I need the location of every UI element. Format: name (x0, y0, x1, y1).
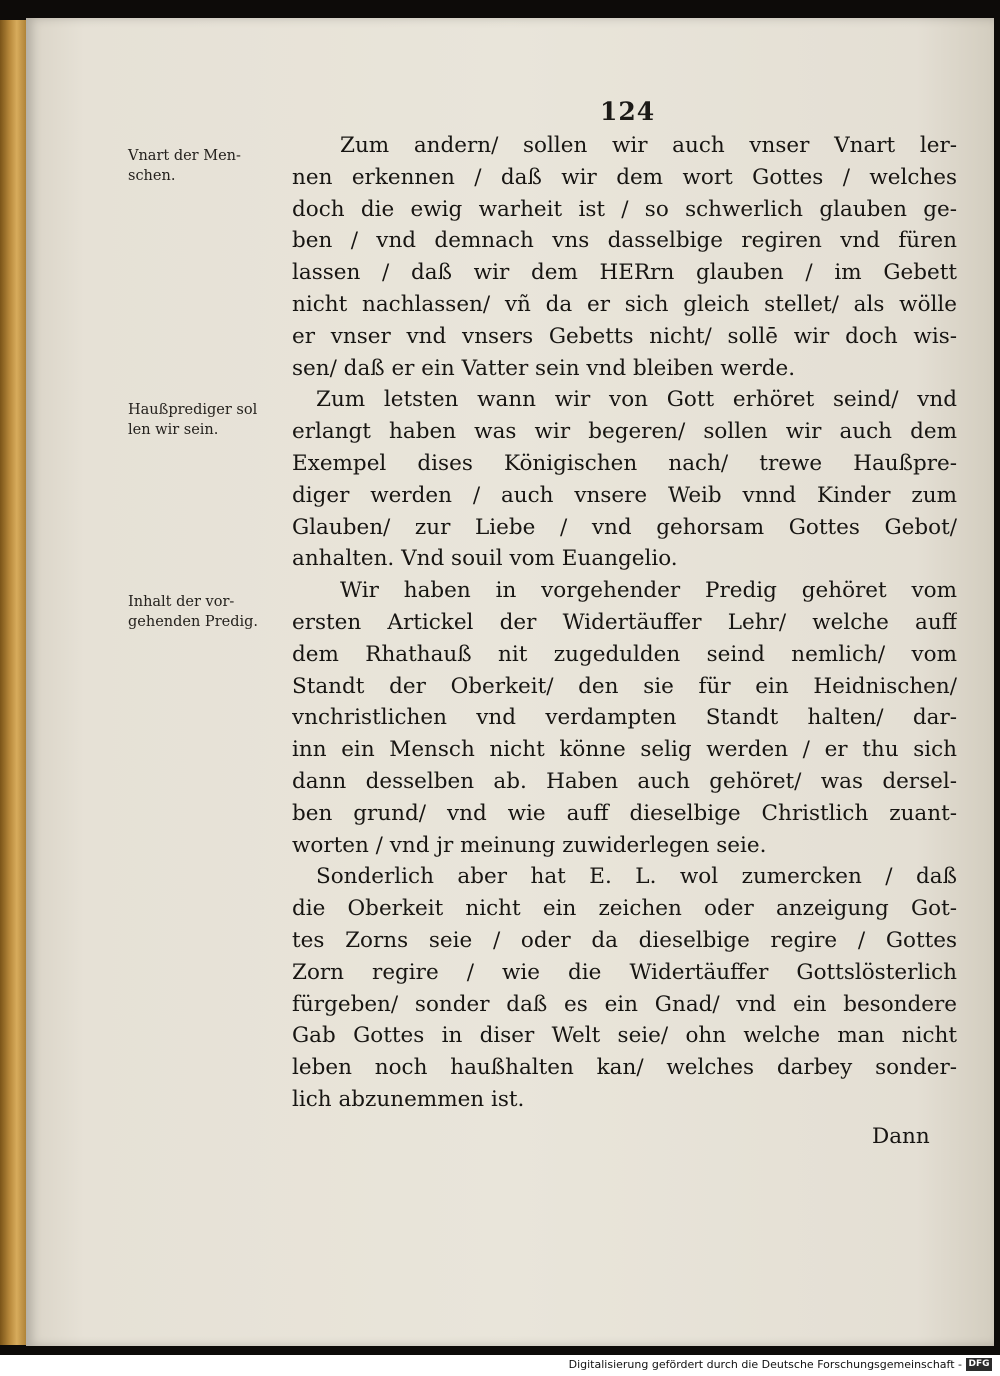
body-line: tes Zorns seie / oder da dieselbige regire / Gottes (292, 927, 957, 953)
body-line: worten / vnd jr meinung zuwiderlegen seie. (292, 832, 767, 858)
body-line: erlangt haben was wir begeren/ sollen wir auch dem (292, 419, 957, 445)
body-line: er vnser vnd vnsers Gebetts nicht/ sollē wir doch wis- (292, 323, 957, 349)
body-line: doch die ewig warheit ist / so schwerlich glauben ge- (292, 196, 957, 222)
body-line: sen/ daß er ein Vatter sein vnd bleiben werde. (292, 355, 796, 381)
body-line: vnchristlichen vnd verdampten Standt halten/ dar- (292, 705, 957, 731)
body-line: Zorn regire / wie die Widertäuffer Gottslösterlich (292, 959, 957, 985)
footer-bar (0, 1355, 1000, 1376)
body-line: nicht nachlassen/ vñ da er sich gleich stellet/ als wölle (292, 291, 957, 317)
margin-note-line: Inhalt der vor- (128, 594, 235, 610)
body-line: lich abzunemmen ist. (292, 1086, 525, 1112)
margin-note-line: Haußprediger sol (128, 402, 258, 418)
body-line: fürgeben/ sonder daß es ein Gnad/ vnd ein besondere (292, 991, 957, 1017)
body-line: Glauben/ zur Liebe / vnd gehorsam Gottes Gebot/ (292, 514, 957, 540)
body-line: ersten Artickel der Widertäuffer Lehr/ welche auff (292, 609, 957, 635)
body-line: dann desselben ab. Haben auch gehöret/ was dersel- (292, 768, 957, 794)
page-number: 124 (600, 97, 656, 126)
margin-note-line: len wir sein. (128, 422, 219, 438)
body-text (292, 130, 957, 1116)
margin-note-inhalt (128, 592, 288, 632)
body-line: Sonderlich aber hat E. L. wol zumercken / daß (316, 864, 957, 890)
funding-notice: Digitalisierung gefördert durch die Deutsche Forschungsgemeinschaft - (568, 1358, 962, 1371)
margin-note-line: schen. (128, 168, 176, 184)
dfg-logo-icon[interactable]: DFG (966, 1358, 992, 1371)
margin-note-line: gehenden Predig. (128, 614, 259, 630)
body-line: Zum letsten wann wir von Gott erhöret seind/ vnd (316, 387, 957, 413)
catchword: Dann (872, 1124, 930, 1149)
margin-note-line: Vnart der Men- (128, 148, 241, 164)
body-line: die Oberkeit nicht ein zeichen oder anzeigung Got- (292, 896, 957, 922)
body-line: ben grund/ vnd wie auff dieselbige Christlich zuant- (292, 800, 957, 826)
book-edge (0, 20, 28, 1345)
body-line: Wir haben in vorgehender Predig gehöret vom (340, 578, 957, 604)
body-line: diger werden / auch vnsere Weib vnnd Kinder zum (292, 482, 957, 508)
body-line: nen erkennen / daß wir dem wort Gottes / welches (292, 164, 957, 190)
body-line: Standt der Oberkeit/ den sie für ein Heidnischen/ (292, 673, 957, 699)
body-line: inn ein Mensch nicht könne selig werden / er thu sich (292, 737, 957, 763)
body-line: Zum andern/ sollen wir auch vnser Vnart ler- (340, 133, 957, 158)
body-line: dem Rhathauß nit zugedulden seind nemlich/ vom (292, 641, 957, 667)
body-line: lassen / daß wir dem HERrn glauben / im Gebett (292, 260, 957, 286)
body-line: Gab Gottes in diser Welt seie/ ohn welche man nicht (292, 1023, 957, 1049)
margin-note-vnart (128, 146, 288, 186)
margin-note-hausprediger (128, 400, 288, 440)
body-line: leben noch haußhalten kan/ welches darbey sonder- (292, 1055, 957, 1081)
body-line: Exempel dises Königischen nach/ trewe Haußpre- (292, 450, 957, 476)
body-line: anhalten. Vnd souil vom Euangelio. (292, 546, 678, 572)
body-line: ben / vnd demnach vns dasselbige regiren vnd füren (292, 228, 957, 254)
